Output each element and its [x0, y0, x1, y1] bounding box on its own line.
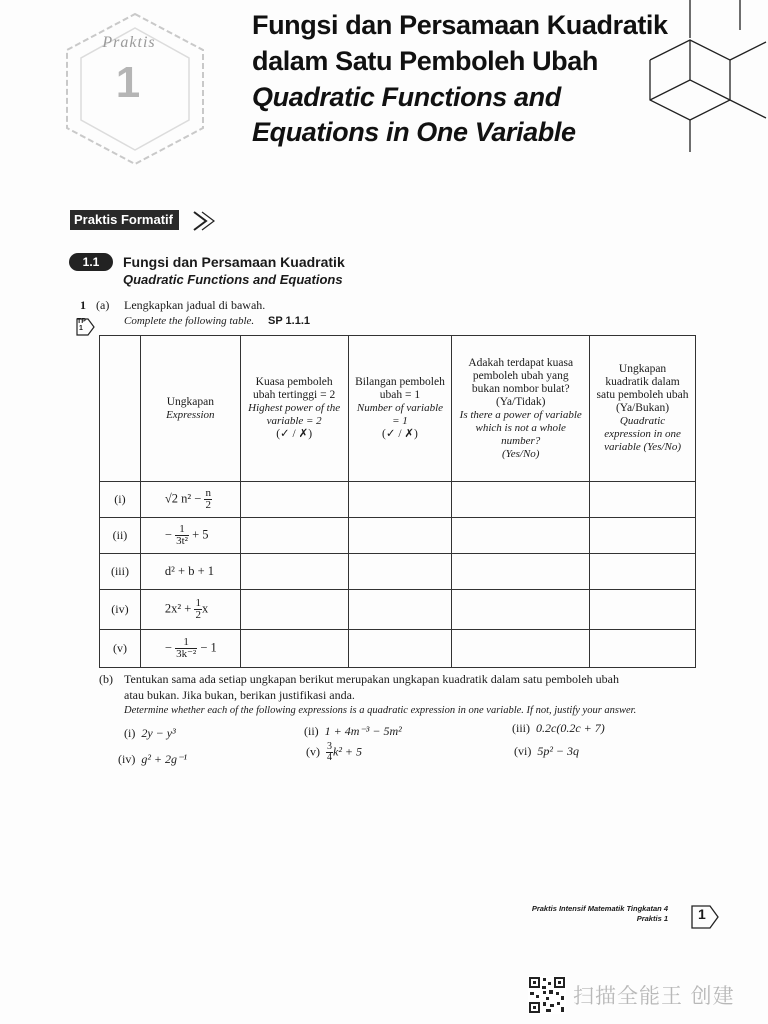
- answer-cell[interactable]: [452, 482, 590, 518]
- frac-den: 3k⁻²: [176, 648, 197, 660]
- expr-fraction: [204, 488, 212, 511]
- header-blank: [100, 336, 141, 482]
- title-ms-line2: dalam Satu Pemboleh Ubah: [252, 46, 598, 76]
- expr-part: −: [164, 527, 172, 542]
- part-b-label: (b): [99, 672, 113, 686]
- option-text: 5p² − 3q: [537, 744, 580, 758]
- header-c3-en2: (Yes/No): [501, 447, 540, 460]
- answer-cell[interactable]: [348, 518, 452, 554]
- row-expression: [140, 518, 240, 554]
- row-expression: [140, 554, 240, 590]
- header-c3-ms: Adakah terdapat kuasa pemboleh ubah yang bukan nombor bulat?: [468, 356, 574, 395]
- part-b-ms-line1: Tentukan sama ada setiap ungkapan berikut merupakan ungkapan kuadratik dalam satu pemboleh ubah: [124, 672, 619, 686]
- option-i: [124, 726, 176, 741]
- answer-table: [99, 335, 696, 668]
- frac-den: 2: [195, 609, 201, 621]
- frac-num: 1: [175, 637, 197, 649]
- option-ii: [304, 724, 402, 739]
- table-row: [100, 482, 696, 518]
- answer-cell[interactable]: [590, 482, 696, 518]
- answer-cell[interactable]: [240, 554, 348, 590]
- row-label: (v): [100, 630, 141, 668]
- answer-cell[interactable]: [452, 630, 590, 668]
- header-c2-ms: Bilangan pemboleh ubah = 1: [355, 376, 445, 401]
- watermark-text: 扫描全能王 创建: [573, 984, 735, 1008]
- option-text: 1 + 4m⁻³ − 5m²: [324, 724, 402, 738]
- expr-tail: x: [201, 601, 209, 616]
- frac-num: 1: [195, 597, 201, 609]
- header-non-whole-power: [452, 336, 590, 482]
- answer-cell[interactable]: [452, 518, 590, 554]
- tp-marker-label: [77, 318, 86, 332]
- answer-cell[interactable]: [452, 590, 590, 630]
- expr-part: −: [164, 640, 172, 655]
- answer-cell[interactable]: [590, 590, 696, 630]
- answer-cell[interactable]: [348, 630, 452, 668]
- answer-cell[interactable]: [240, 518, 348, 554]
- page-number: 1: [698, 906, 706, 922]
- answer-cell[interactable]: [240, 630, 348, 668]
- header-c1-mark: (✓ / ✗): [276, 428, 313, 440]
- expr-part: 2x² +: [164, 601, 192, 616]
- header-c2-en: Number of variable = 1: [356, 402, 444, 427]
- row-label: (i): [100, 482, 141, 518]
- part-b-ms-line2: atau bukan. Jika bukan, berikan justifikasi anda.: [124, 688, 355, 702]
- expr-part: √2 n² −: [164, 491, 202, 506]
- table-row: [100, 554, 696, 590]
- row-expression: [140, 630, 240, 668]
- header-c4-ms: Ungkapan kuadratik dalam satu pemboleh ubah: [596, 363, 689, 401]
- question-number: 1: [80, 298, 86, 312]
- option-iii: [512, 721, 605, 736]
- expr-part: d² + b + 1: [164, 564, 215, 578]
- header-c1-en: Highest power of the variable = 2: [248, 402, 341, 427]
- sp-reference: SP 1.1.1: [268, 315, 310, 327]
- option-text: 0.2c(0.2c + 7): [536, 721, 605, 735]
- qr-code-icon: [528, 976, 566, 1014]
- expr-fraction: [175, 524, 189, 547]
- section-banner: Praktis Formatif: [70, 210, 179, 230]
- expr-fraction: [194, 598, 202, 621]
- row-expression: [140, 590, 240, 630]
- row-label: (iii): [100, 554, 141, 590]
- banner-arrow-icon: [192, 209, 222, 233]
- header-highest-power: [240, 336, 348, 482]
- expr-fraction: [175, 637, 197, 660]
- expr-tail: − 1: [200, 640, 217, 655]
- part-a-instruction-ms: Lengkapkan jadual di bawah.: [124, 298, 266, 312]
- badge-label: Praktis: [102, 34, 156, 51]
- row-label: (ii): [100, 518, 141, 554]
- title-en-line1: Quadratic Functions and: [252, 82, 561, 112]
- subsection-title-en: Quadratic Functions and Equations: [123, 272, 343, 287]
- option-label: (iii): [512, 721, 530, 735]
- header-c1-ms: Kuasa pemboleh ubah tertinggi = 2: [253, 376, 336, 401]
- header-number-variable: [348, 336, 452, 482]
- row-label: (iv): [100, 590, 141, 630]
- frac-den: 3t²: [176, 535, 188, 547]
- answer-cell[interactable]: [348, 590, 452, 630]
- option-vi: [514, 744, 579, 759]
- answer-cell[interactable]: [348, 554, 452, 590]
- part-b-en: Determine whether each of the following expressions is a quadratic expression in one variable. If not, justify your answer.: [124, 705, 637, 716]
- table-header-row: [100, 336, 696, 482]
- row-expression: [140, 482, 240, 518]
- option-label: (iv): [118, 752, 136, 766]
- header-expr-en: Expression: [166, 408, 215, 421]
- header-c4-ms2: (Ya/Bukan): [615, 402, 670, 414]
- header-expression: [140, 336, 240, 482]
- part-a-instruction-en: Complete the following table.: [124, 315, 255, 327]
- frac-den: 2: [205, 499, 211, 511]
- answer-cell[interactable]: [240, 482, 348, 518]
- table-row: [100, 630, 696, 668]
- expr-tail: + 5: [192, 527, 209, 542]
- option-fraction: [326, 742, 333, 763]
- option-label: (i): [124, 726, 136, 740]
- cube-lines-icon: [630, 0, 768, 155]
- header-c2-mark: (✓ / ✗): [382, 428, 418, 440]
- answer-cell[interactable]: [590, 518, 696, 554]
- answer-cell[interactable]: [590, 554, 696, 590]
- option-text: 2y − y³: [141, 726, 176, 740]
- header-c4-en: Quadratic expression in one variable (Yes/No): [604, 415, 681, 453]
- header-quadratic: [590, 336, 696, 482]
- frac-den: 4: [327, 752, 332, 763]
- tp-label-bottom: 1: [79, 325, 83, 332]
- header-c3-ms2: (Ya/Tidak): [495, 395, 546, 408]
- answer-cell[interactable]: [452, 554, 590, 590]
- option-label: (ii): [304, 724, 319, 738]
- part-a-label: (a): [96, 298, 110, 312]
- option-text: k² + 5: [333, 744, 363, 759]
- subsection-title-ms: Fungsi dan Persamaan Kuadratik: [123, 254, 345, 270]
- option-v: [306, 742, 362, 763]
- tp-label-top: TP: [77, 318, 86, 325]
- subsection-number: 1.1: [69, 253, 113, 271]
- header-expr-ms: Ungkapan: [166, 395, 214, 408]
- answer-cell[interactable]: [590, 630, 696, 668]
- answer-cell[interactable]: [240, 590, 348, 630]
- table-row: [100, 518, 696, 554]
- footer-book-title: Praktis Intensif Matematik Tingkatan 4: [531, 904, 668, 913]
- answer-cell[interactable]: [348, 482, 452, 518]
- option-iv: [118, 752, 187, 767]
- badge-number: 1: [115, 58, 141, 107]
- option-label: (vi): [514, 744, 532, 758]
- title-en-line2: Equations in One Variable: [252, 117, 576, 147]
- title-ms-line1: Fungsi dan Persamaan Kuadratik: [252, 10, 668, 40]
- option-text: g² + 2g⁻¹: [141, 752, 187, 766]
- frac-num: 3: [327, 741, 332, 752]
- frac-num: 1: [175, 524, 189, 536]
- header-c3-en: Is there a power of variable which is not a whole number?: [459, 408, 582, 447]
- option-label: (v): [306, 744, 320, 759]
- table-row: [100, 590, 696, 630]
- frac-num: n: [205, 487, 211, 499]
- footer-chapter: Praktis 1: [636, 914, 668, 923]
